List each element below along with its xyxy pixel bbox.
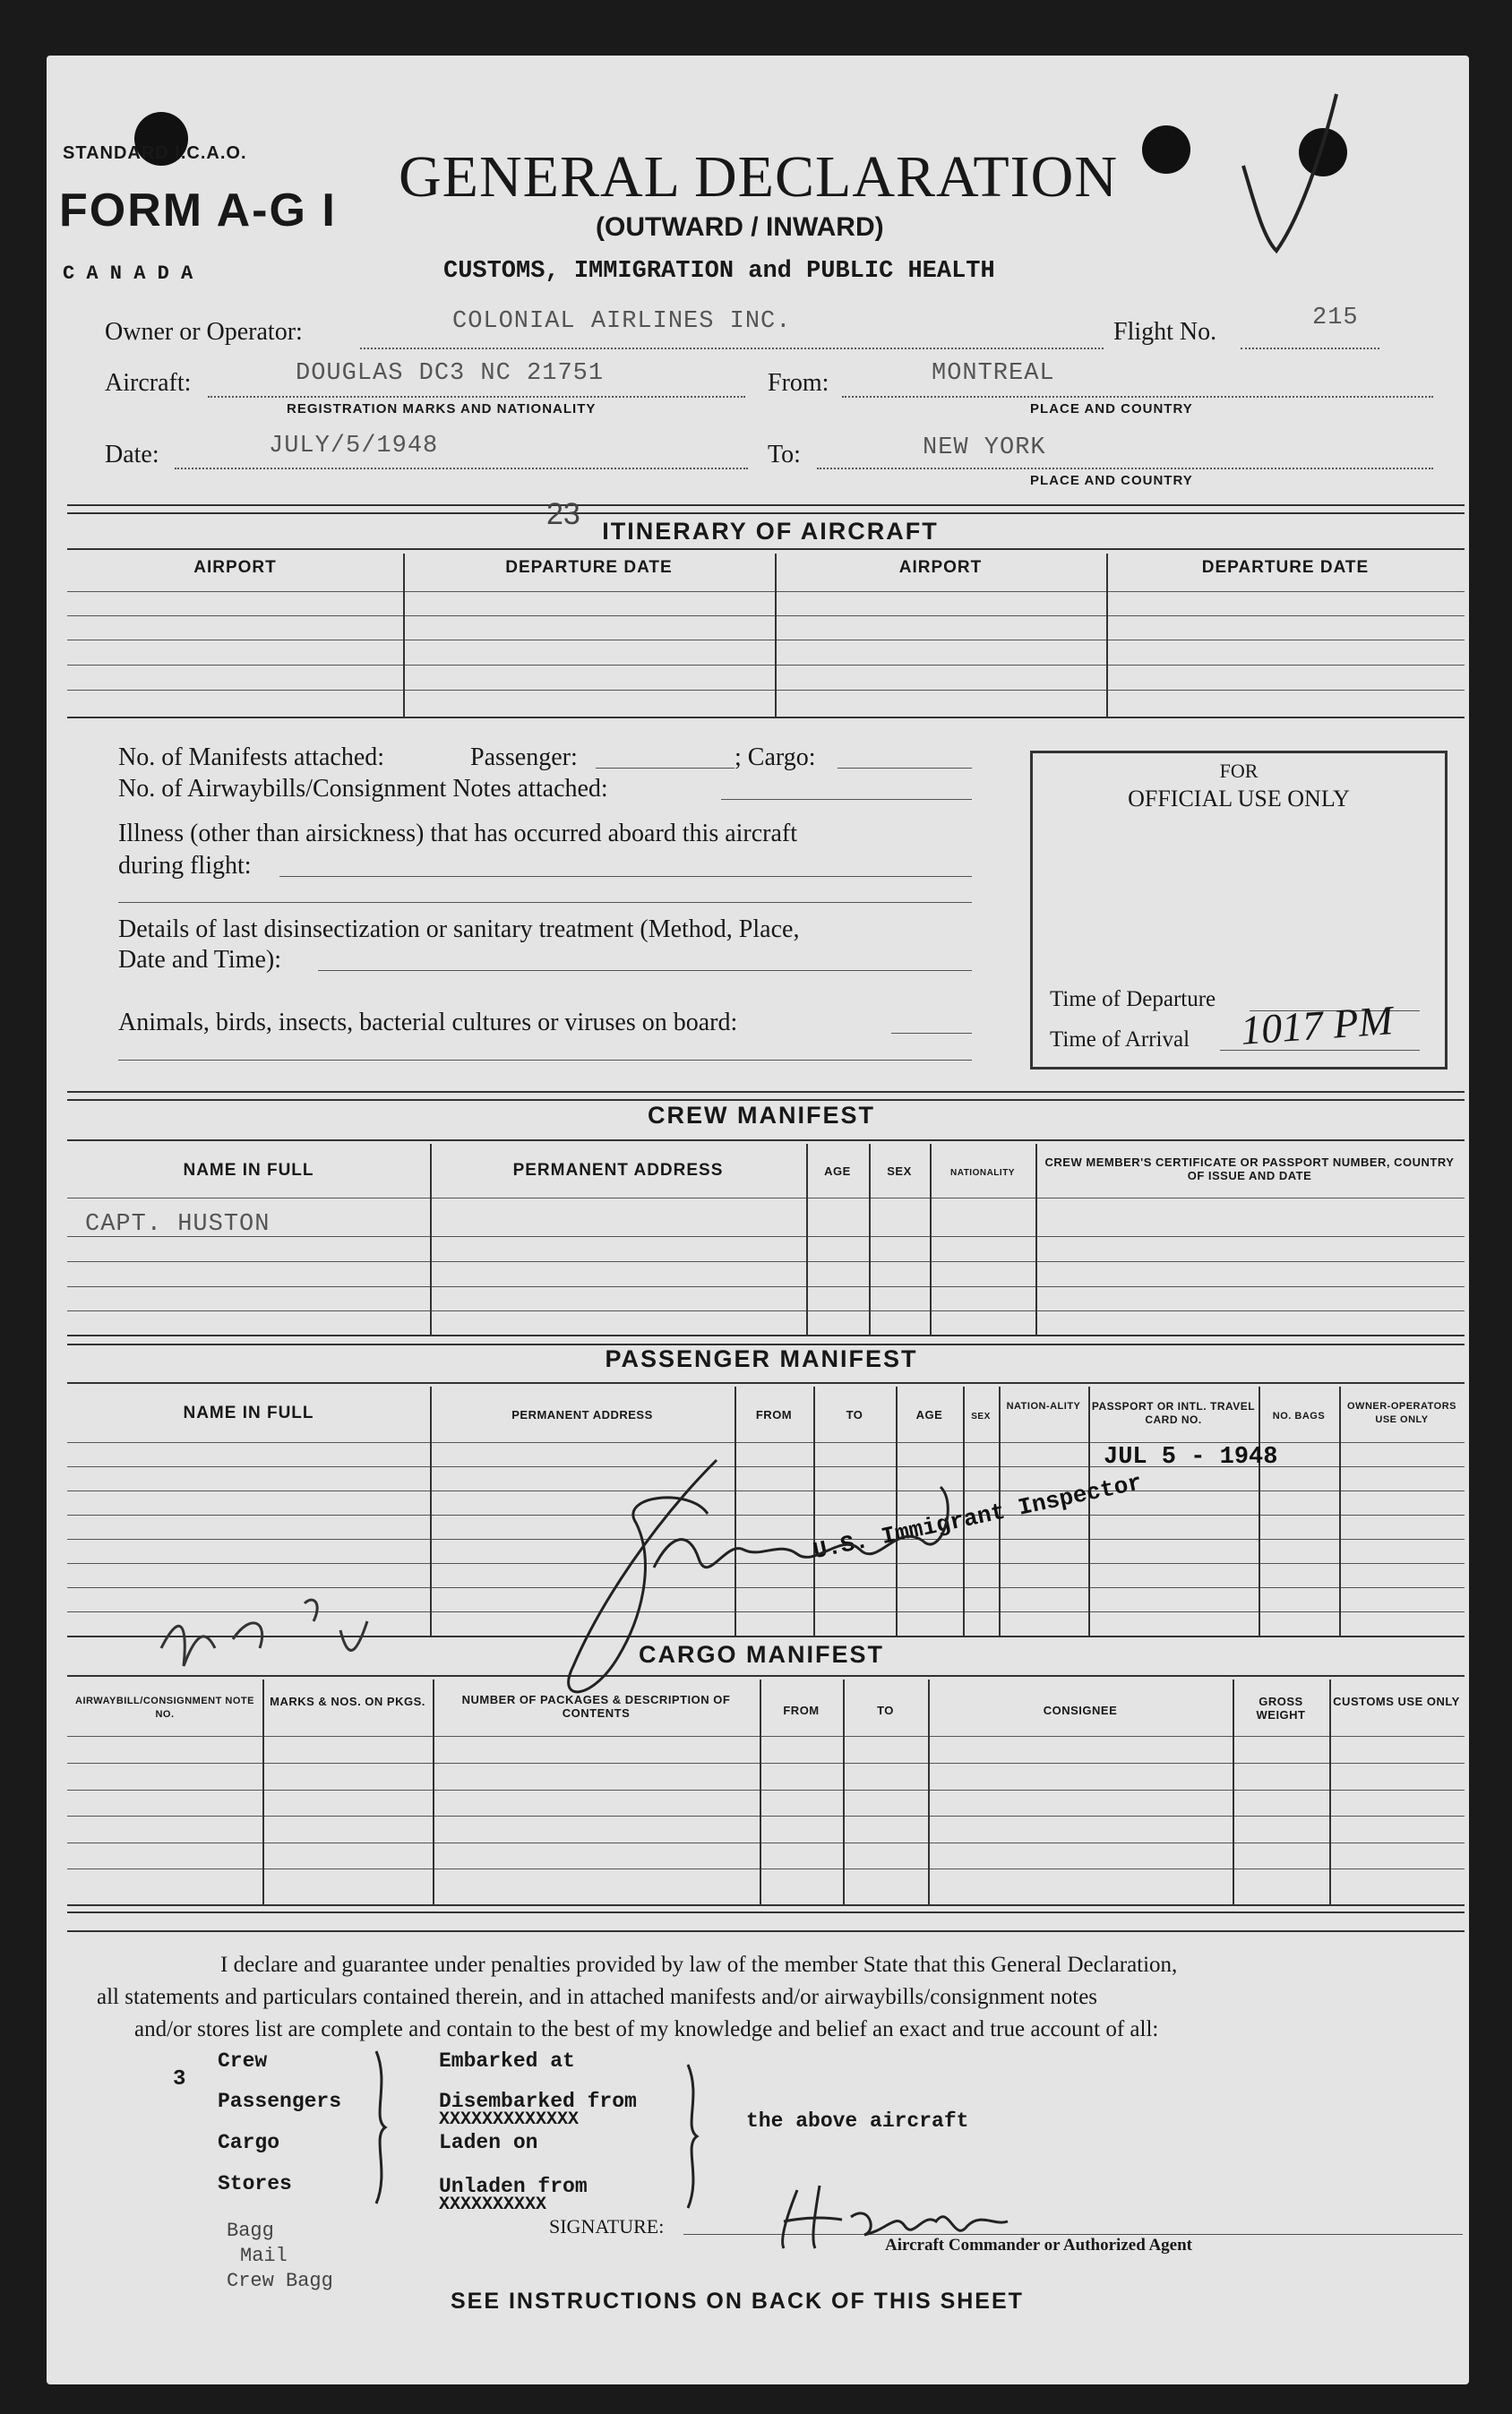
cargo-col-weight: GROSS WEIGHT (1256, 1695, 1306, 1722)
cargo-col-consignee: CONSIGNEE (1043, 1704, 1118, 1717)
passenger-title: PASSENGER MANIFEST (605, 1345, 918, 1372)
flight-value: 215 (1312, 305, 1359, 331)
crew-row-name: CAPT. HUSTON (85, 1211, 271, 1238)
crew-col-age: AGE (824, 1164, 851, 1178)
decl-cargo: Cargo (218, 2131, 280, 2154)
cargo-col-customs: CUSTOMS USE ONLY (1333, 1695, 1460, 1708)
instructions-note: SEE INSTRUCTIONS ON BACK OF THIS SHEET (451, 2289, 1024, 2314)
itinerary-col-airport: AIRPORT (193, 558, 277, 577)
from-caption: PLACE AND COUNTRY (1030, 401, 1193, 417)
decl-stores: Stores (218, 2172, 292, 2195)
decl-above-aircraft: the above aircraft (746, 2109, 969, 2133)
arrival-time-value: 1017 PM (1239, 997, 1395, 1053)
cargo-col-marks: MARKS & NOS. ON PKGS. (270, 1695, 425, 1708)
cargo-col-packages: NUMBER OF PACKAGES & DESCRIPTION OF CONTENTS (461, 1693, 731, 1720)
official-title: OFFICIAL USE ONLY (1128, 786, 1350, 812)
pax-col-sex: SEX (971, 1412, 991, 1422)
owner-value: COLONIAL AIRLINES INC. (452, 308, 792, 335)
cargo-col-airwaybill: AIRWAYBILL/CONSIGNMENT NOTE NO. (75, 1696, 254, 1720)
arrival-time-label: Time of Arrival (1050, 1027, 1190, 1052)
stamp-inspector: U.S. Immigrant Inspector (811, 1469, 1145, 1566)
right-brace (679, 2060, 706, 2212)
check-mark-icon (1236, 85, 1344, 264)
illness-label: Illness (other than airsickness) that has occurred aboard this aircraft (118, 820, 798, 847)
extra-crew-bagg: Crew Bagg (227, 2270, 333, 2292)
left-brace (367, 2047, 394, 2208)
standard-label: STANDARD I.C.A.O. (63, 143, 247, 163)
from-label: From: (768, 369, 829, 397)
extra-bagg: Bagg (227, 2220, 274, 2242)
departure-time-label: Time of Departure (1050, 987, 1216, 1011)
to-value: NEW YORK (923, 434, 1046, 461)
cargo-col-to: TO (877, 1704, 894, 1717)
date-label: Date: (105, 441, 159, 468)
decl-embarked: Embarked at (439, 2049, 575, 2073)
animals-label: Animals, birds, insects, bacterial cultures or viruses on board: (118, 1009, 738, 1036)
stamp-date: JUL 5 - 1948 (1104, 1444, 1278, 1471)
crew-col-nationality: NATIONALITY (950, 1168, 1015, 1178)
itinerary-title: ITINERARY OF AIRCRAFT (602, 518, 939, 545)
from-value: MONTREAL (932, 360, 1055, 387)
aircraft-value: DOUGLAS DC3 NC 21751 (296, 360, 605, 387)
cargo-manifests-label: ; Cargo: (735, 743, 816, 771)
owner-label: Owner or Operator: (105, 318, 303, 346)
disinsect-label-2: Date and Time): (118, 946, 281, 974)
decl-strike-2: XXXXXXXXXX (439, 2195, 547, 2215)
aircraft-caption: REGISTRATION MARKS AND NATIONALITY (287, 401, 597, 417)
declaration-line-3: and/or stores list are complete and contain to the best of my knowledge and belief an exact and true account of all: (134, 2017, 1159, 2041)
punch-hole (1142, 125, 1190, 174)
pax-col-from: FROM (755, 1408, 793, 1422)
crew-title: CREW MANIFEST (648, 1102, 875, 1129)
signature-caption: Aircraft Commander or Authorized Agent (885, 2236, 1193, 2255)
decl-passengers: Passengers (218, 2090, 342, 2113)
passenger-manifests-label: Passenger: (470, 743, 578, 771)
decl-strike-1: XXXXXXXXXXXXX (439, 2109, 580, 2130)
form-label: FORM A-G I (59, 185, 337, 236)
pax-col-address: PERMANENT ADDRESS (511, 1408, 653, 1422)
decl-crew: Crew (218, 2049, 268, 2073)
decl-unladen: Unladen from (439, 2175, 588, 2198)
crew-count: 3 (173, 2067, 186, 2092)
to-label: To: (768, 441, 801, 468)
pax-col-nationality: NATION-ALITY (1006, 1401, 1081, 1412)
pax-col-owner: OWNER-OPERATORS USE ONLY (1347, 1401, 1456, 1425)
itinerary-col-departure: DEPARTURE DATE (505, 558, 673, 577)
crew-col-name: NAME IN FULL (183, 1161, 314, 1180)
crew-col-certificate: CREW MEMBER'S CERTIFICATE OR PASSPORT NUMBER, COUNTRY OF ISSUE AND DATE (1044, 1155, 1455, 1182)
decl-disembarked: Disembarked from (439, 2090, 637, 2113)
form-direction: (OUTWARD / INWARD) (596, 212, 884, 242)
manifests-label: No. of Manifests attached: (118, 743, 385, 771)
to-caption: PLACE AND COUNTRY (1030, 473, 1193, 488)
crew-col-sex: SEX (887, 1164, 912, 1178)
itinerary-col-departure-2: DEPARTURE DATE (1201, 558, 1370, 577)
decl-laden: Laden on (439, 2131, 538, 2154)
pax-col-name: NAME IN FULL (183, 1404, 314, 1422)
pax-col-passport: PASSPORT OR INTL. TRAVEL CARD NO. (1091, 1400, 1256, 1426)
airwaybills-label: No. of Airwaybills/Consignment Notes attached: (118, 775, 608, 803)
cargo-title: CARGO MANIFEST (639, 1641, 884, 1668)
itinerary-col-airport-2: AIRPORT (898, 558, 983, 577)
date-value: JULY/5/1948 (269, 433, 439, 460)
pax-col-to: TO (846, 1408, 863, 1422)
form-subtitle: CUSTOMS, IMMIGRATION and PUBLIC HEALTH (443, 258, 995, 285)
flight-label: Flight No. (1113, 318, 1217, 346)
page-title: GENERAL DECLARATION (399, 144, 1118, 210)
official-for: FOR (1219, 760, 1259, 782)
disinsect-label: Details of last disinsectization or sanitary treatment (Method, Place, (118, 915, 800, 943)
extra-mail: Mail (240, 2245, 288, 2267)
cargo-col-from: FROM (783, 1704, 820, 1717)
aircraft-label: Aircraft: (105, 369, 192, 397)
declaration-line-1: I declare and guarantee under penalties provided by law of the member State that this General Declaration, (220, 1953, 1178, 1977)
country-label: C A N A D A (63, 262, 193, 285)
illness-label-2: during flight: (118, 852, 252, 880)
signature-label: SIGNATURE: (549, 2215, 665, 2238)
declaration-line-2: all statements and particulars contained therein, and in attached manifests and/or airwaybills/consignment notes (97, 1985, 1098, 2009)
pax-col-age: AGE (915, 1408, 943, 1422)
itinerary-scribble: 23 (546, 497, 580, 531)
pax-col-bags: NO. BAGS (1272, 1411, 1326, 1422)
inspector-signature (134, 1433, 1075, 1720)
crew-col-address: PERMANENT ADDRESS (512, 1161, 724, 1180)
